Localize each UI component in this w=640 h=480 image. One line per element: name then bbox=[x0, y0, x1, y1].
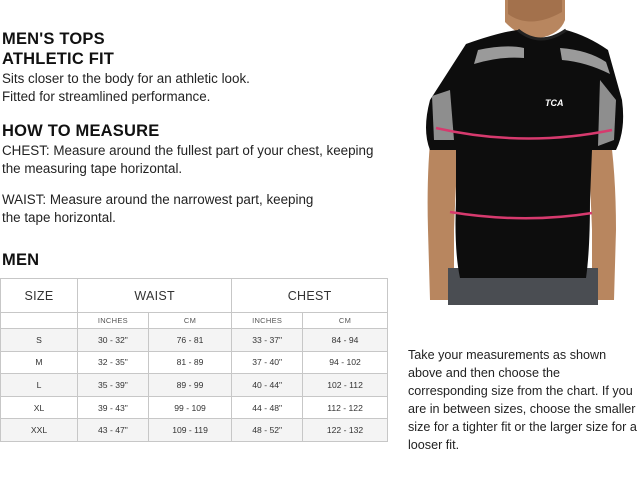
chest-cm-cell: 112 - 122 bbox=[303, 396, 388, 419]
chest-inches-cell: 40 - 44" bbox=[232, 374, 303, 397]
chest-inches-cell: 48 - 52" bbox=[232, 419, 303, 442]
fit-description-line-1: Sits closer to the body for an athletic look. bbox=[2, 71, 250, 86]
header-size: SIZE bbox=[1, 279, 78, 313]
chest-inches-cell: 33 - 37" bbox=[232, 329, 303, 352]
section-title-men: MEN bbox=[2, 251, 40, 269]
page-title: MEN'S TOPS bbox=[2, 30, 105, 48]
chest-cm-cell: 94 - 102 bbox=[303, 351, 388, 374]
waist-inches-cell: 35 - 39" bbox=[78, 374, 149, 397]
table-header-row bbox=[1, 279, 388, 313]
waist-instruction-line-2: the tape horizontal. bbox=[2, 210, 116, 225]
chest-cm-cell: 84 - 94 bbox=[303, 329, 388, 352]
table-row bbox=[1, 374, 388, 397]
chest-cm-cell: 122 - 132 bbox=[303, 419, 388, 442]
table-row bbox=[1, 329, 388, 352]
chest-cm-cell: 102 - 112 bbox=[303, 374, 388, 397]
waist-cm-cell: 81 - 89 bbox=[148, 351, 231, 374]
header-chest: CHEST bbox=[232, 279, 388, 313]
size-cell: L bbox=[1, 374, 78, 397]
fit-description-line-2: Fitted for streamlined performance. bbox=[2, 89, 211, 104]
waist-inches-cell: 43 - 47" bbox=[78, 419, 149, 442]
size-cell: M bbox=[1, 351, 78, 374]
size-cell: XL bbox=[1, 396, 78, 419]
chest-inches-cell: 37 - 40" bbox=[232, 351, 303, 374]
chest-inches-cell: 44 - 48" bbox=[232, 396, 303, 419]
size-cell: XXL bbox=[1, 419, 78, 442]
chest-instruction-line-2: the measuring tape horizontal. bbox=[2, 161, 183, 176]
sizing-note: Take your measurements as shown above and then choose the corresponding size from the chart. If you are in between sizes, choose the smaller size for a tighter fit or the larger size for a looser fit. bbox=[408, 348, 637, 452]
subheader-chest-cm: CM bbox=[303, 313, 388, 329]
table-subheader-row bbox=[1, 313, 388, 329]
table-row bbox=[1, 351, 388, 374]
waist-cm-cell: 89 - 99 bbox=[148, 374, 231, 397]
subheader-waist-cm: CM bbox=[148, 313, 231, 329]
subheader-blank bbox=[1, 313, 78, 329]
model-wearing-tshirt-image bbox=[420, 0, 630, 305]
header-waist: WAIST bbox=[78, 279, 232, 313]
subheader-chest-inches: INCHES bbox=[232, 313, 303, 329]
waist-cm-cell: 109 - 119 bbox=[148, 419, 231, 442]
waist-inches-cell: 30 - 32" bbox=[78, 329, 149, 352]
waist-cm-cell: 76 - 81 bbox=[148, 329, 231, 352]
size-chart-table bbox=[0, 278, 388, 442]
table-row bbox=[1, 396, 388, 419]
chest-instruction-line-1: CHEST: Measure around the fullest part of your chest, keeping bbox=[2, 143, 374, 158]
brand-logo-icon: TCA bbox=[545, 98, 564, 108]
how-to-measure-title: HOW TO MEASURE bbox=[2, 122, 160, 140]
table-row bbox=[1, 419, 388, 442]
subheader-waist-inches: INCHES bbox=[78, 313, 149, 329]
size-cell: S bbox=[1, 329, 78, 352]
waist-inches-cell: 39 - 43" bbox=[78, 396, 149, 419]
waist-inches-cell: 32 - 35" bbox=[78, 351, 149, 374]
waist-cm-cell: 99 - 109 bbox=[148, 396, 231, 419]
waist-instruction-line-1: WAIST: Measure around the narrowest part, keeping bbox=[2, 192, 314, 207]
fit-title: ATHLETIC FIT bbox=[2, 50, 115, 68]
